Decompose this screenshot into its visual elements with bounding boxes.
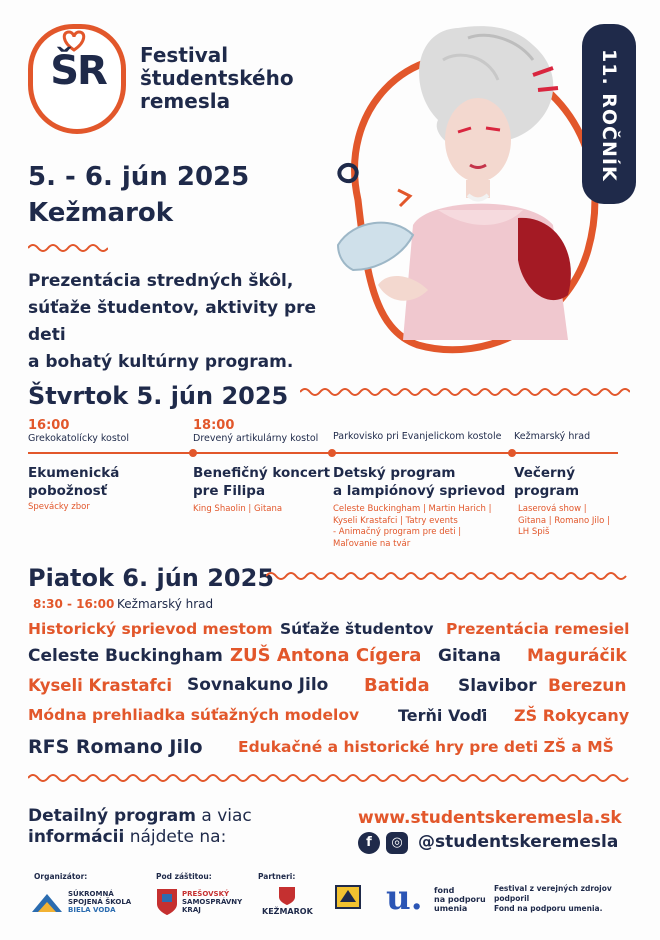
zigzag-divider <box>266 570 630 582</box>
coat-of-arms-icon <box>156 888 178 916</box>
event-performers: Laserová show | <box>518 504 587 514</box>
fund-note <box>494 884 634 914</box>
festival-title <box>140 44 294 113</box>
patronage-label: Pod záštitou: <box>156 872 212 881</box>
organizer-name <box>68 890 131 914</box>
thursday-event-4-details <box>514 464 638 539</box>
fund-note-line: Festival z verejných zdrojov podporil <box>494 884 612 903</box>
program-item: Terňi Voďi <box>398 706 488 725</box>
patronage-name-line: KRAJ <box>182 906 201 914</box>
intro-line: súťaže študentov, aktivity pre deti <box>28 298 317 345</box>
program-item: Gitana <box>438 646 501 666</box>
zigzag-divider <box>300 386 630 398</box>
partner-town: KEŽMAROK <box>262 907 313 916</box>
event-time: 16:00 <box>28 418 70 433</box>
event-place: Parkovisko pri Evanjelickom kostole <box>333 431 502 442</box>
program-item: Kyseli Krastafci <box>28 676 173 695</box>
program-item: Súťaže študentov <box>280 620 434 638</box>
event-performers: Kyseli Krastafci | Tatry events <box>333 515 458 526</box>
program-item: Slavibor <box>458 676 537 696</box>
info-text: a viac <box>195 806 252 826</box>
program-item: Prezentácia remesiel <box>446 620 630 638</box>
info-text: Detailný program <box>28 806 196 826</box>
facebook-icon[interactable]: f <box>358 832 380 854</box>
program-item: Maguráčik <box>527 646 627 666</box>
partner-logo-icon <box>334 884 362 914</box>
fund-name-line: umenia <box>434 904 468 913</box>
event-place: Kežmarský hrad <box>514 431 591 442</box>
program-item: ZŠ Rokycany <box>514 706 630 725</box>
organizer-label: Organizátor: <box>34 872 88 881</box>
festival-title-line: študentského <box>140 66 294 90</box>
zigzag-divider <box>28 772 630 784</box>
organizer-name-line: SÚKROMNÁ <box>68 890 114 898</box>
event-title: Detský program <box>333 465 456 481</box>
town-crest-icon <box>278 886 296 906</box>
friday-heading: Piatok 6. jún 2025 <box>28 564 275 592</box>
more-info-text <box>28 806 252 848</box>
logo-letters: ŠR <box>50 48 106 94</box>
thursday-event-3 <box>333 431 513 443</box>
friday-place: Kežmarský hrad <box>117 597 214 611</box>
thursday-event-1-details <box>28 464 193 514</box>
timeline-dot <box>508 449 516 457</box>
event-performers: Gitana | Romano Jilo | <box>518 515 610 526</box>
event-title: a lampiónový sprievod <box>333 483 506 499</box>
event-city: Kežmarok <box>28 198 174 228</box>
organizer-name-line: BIELA VODA <box>68 906 116 914</box>
zigzag-divider <box>28 242 108 254</box>
baroque-lady-photo <box>318 20 618 360</box>
program-item: Edukačné a historické hry pre deti ZŠ a MŠ <box>238 738 614 756</box>
thursday-event-2 <box>193 419 333 445</box>
event-title: Ekumenická pobožnosť <box>28 465 120 499</box>
event-performers: Maľovanie na tvár <box>333 538 411 549</box>
fund-logo-icon: u. <box>386 878 423 918</box>
event-intro <box>28 268 328 376</box>
school-logo-icon <box>30 890 64 916</box>
patronage-name-line: SAMOSPRÁVNY <box>182 898 243 906</box>
instagram-icon[interactable]: ◎ <box>386 832 408 854</box>
event-title: Večerný program <box>514 465 580 499</box>
timeline-dot <box>189 449 197 457</box>
festival-title-line: remesla <box>140 89 231 113</box>
event-performers: King Shaolin | Gitana <box>193 504 283 514</box>
fund-note-line: Fond na podporu umenia. <box>494 904 603 913</box>
program-item: Berezun <box>548 676 627 696</box>
event-performers: Celeste Buckingham | Martin Harich | <box>333 504 492 514</box>
intro-line: Prezentácia stredných škôl, <box>28 271 294 291</box>
event-title: pre Filipa <box>193 483 266 499</box>
edition-badge-text: 11. ROČNÍK <box>598 48 620 182</box>
program-item: Celeste Buckingham <box>28 646 223 666</box>
fund-name-line: fond <box>434 886 455 895</box>
festival-title-line: Festival <box>140 43 229 67</box>
partners-label: Partneri: <box>258 872 296 881</box>
event-place: Grekokatolícky kostol <box>28 433 129 444</box>
program-item: Módna prehliadka súťažných modelov <box>28 706 360 724</box>
event-time: 18:00 <box>193 418 235 433</box>
social-handle[interactable]: @studentskeremesla <box>418 832 619 852</box>
program-item: Batida <box>364 675 430 696</box>
thursday-event-2-details <box>193 464 333 516</box>
patronage-name-line: PREŠOVSKÝ <box>182 890 230 898</box>
timeline-dot <box>328 449 336 457</box>
thursday-event-3-details <box>333 464 513 550</box>
website-link[interactable]: www.studentskeremesla.sk <box>358 808 622 828</box>
event-title: Benefičný koncert <box>193 465 331 481</box>
thursday-heading: Štvrtok 5. jún 2025 <box>28 382 289 410</box>
event-performers: - Animačný program pre deti | <box>333 527 462 537</box>
thursday-event-1 <box>28 419 188 445</box>
thursday-event-4 <box>514 431 634 443</box>
patronage-name <box>182 890 242 914</box>
program-item: Historický sprievod mestom <box>28 620 273 638</box>
program-item: Sovnakuno Jilo <box>187 675 329 695</box>
fund-name-line: na podporu <box>434 895 486 904</box>
fund-name <box>434 886 486 913</box>
program-item: ZUŠ Antona Cígera <box>230 645 422 666</box>
program-item: RFS Romano Jilo <box>28 736 203 758</box>
info-text: nájdete na: <box>124 827 227 847</box>
info-text: informácii <box>28 827 125 847</box>
event-performers: LH Spiš <box>518 527 550 537</box>
event-date: 5. - 6. jún 2025 <box>28 162 250 192</box>
event-place: Drevený artikulárny kostol <box>193 433 319 444</box>
organizer-name-line: SPOJENÁ ŠKOLA <box>68 898 132 906</box>
timeline-line <box>28 452 618 454</box>
event-performers: Spevácky zbor <box>28 502 90 512</box>
friday-time: 8:30 - 16:00 <box>33 597 115 611</box>
intro-line: a bohatý kultúrny program. <box>28 352 294 372</box>
